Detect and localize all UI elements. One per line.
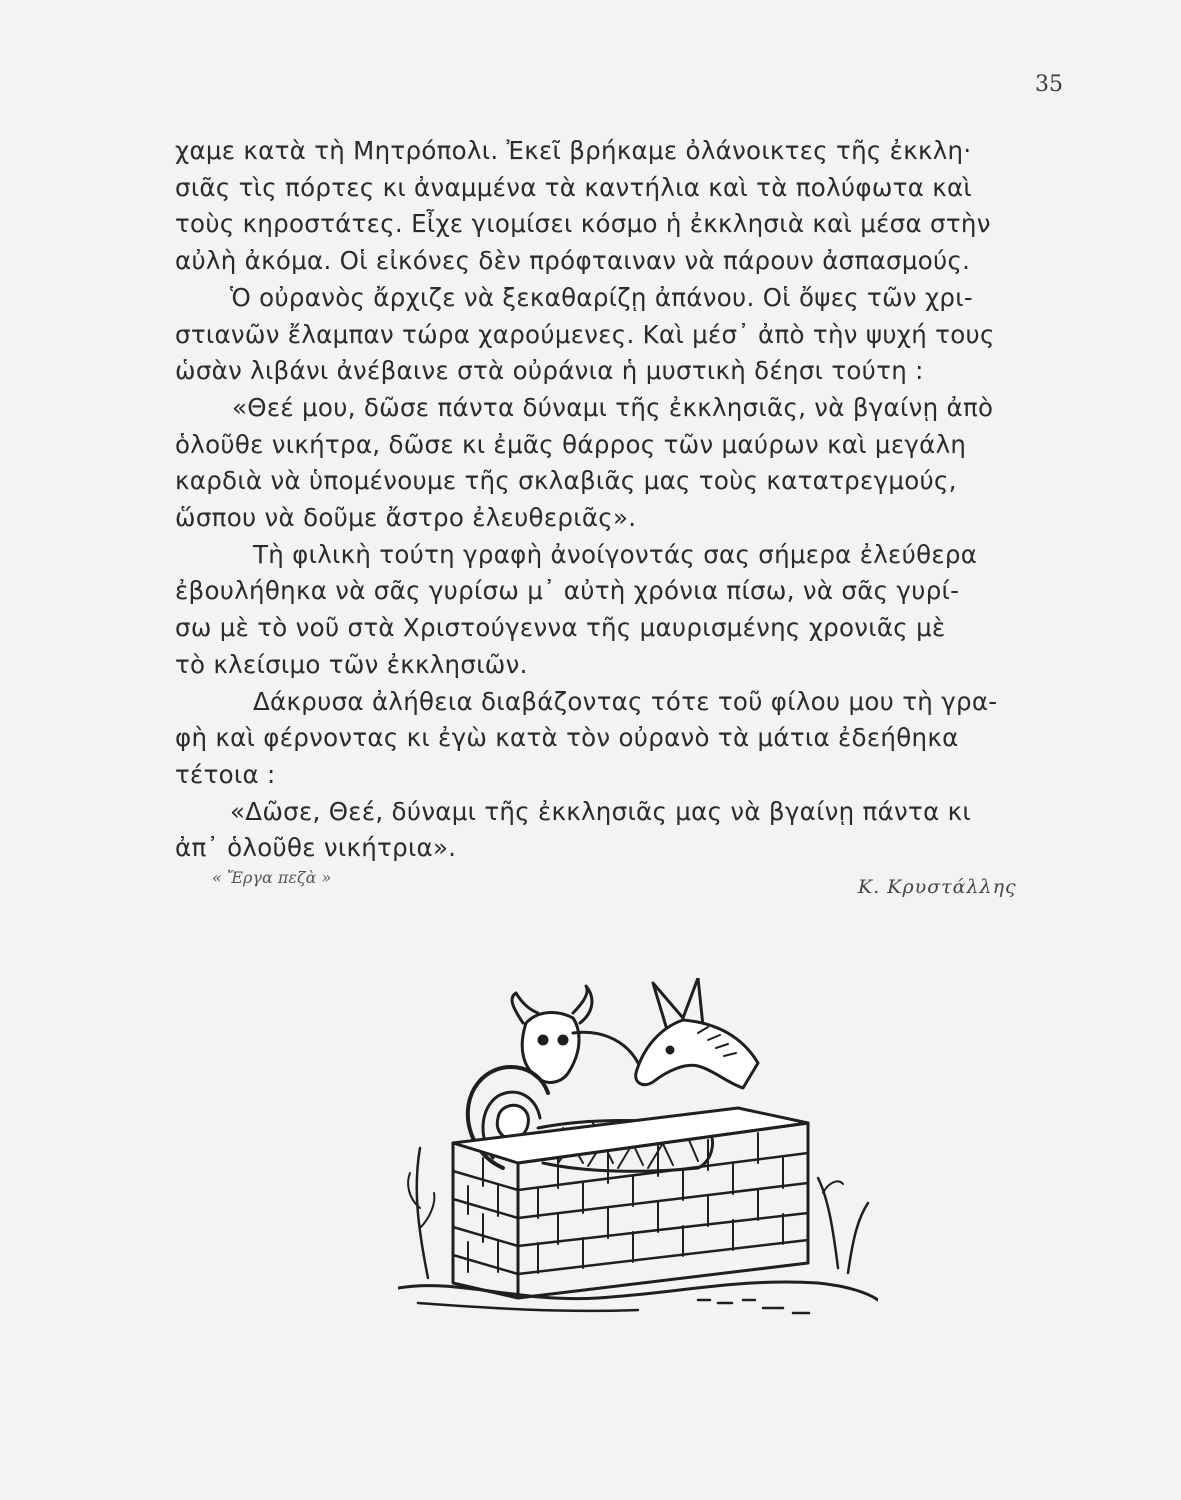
text-line: σιᾶς τὶς πόρτες κι ἀναμμένα τὰ καντήλια καὶ τὰ πολύφωτα καὶ	[175, 172, 973, 202]
text-line: ὁλοῦθε νικήτρα, δῶσε κι ἐμᾶς θάρρος τῶν μαύρων καὶ μεγάλη	[175, 429, 967, 459]
text-line: Τὴ φιλικὴ τούτη γραφὴ ἀνοίγοντάς σας σήμερα ἐλεύθερα	[253, 539, 978, 569]
text-line: ὥσπου νὰ δοῦμε ἄστρο ἐλευθεριᾶς».	[175, 503, 637, 533]
text-line: ἀπ᾽ ὁλοῦθε νικήτρια».	[175, 833, 457, 863]
text-line	[175, 133, 1060, 170]
text-line: ἐβουλήθηκα νὰ σᾶς γυρίσω μ᾽ αὐτὴ χρόνια πίσω, νὰ σᾶς γυρί-	[175, 576, 960, 606]
text-line: στιανῶν ἔλαμπαν τώρα χαρούμενες. Καὶ μέσ᾽ ἀπὸ τὴν ψυχή τους	[175, 319, 995, 349]
line-text: χαμε κατὰ τὴ Μητρόπολι. Ἐκεῖ βρήκαμε ὀλάνοικτες τῆς ἐκκλη·	[175, 136, 972, 165]
text-line: Δάκρυσα ἀλήθεια διαβάζοντας τότε τοῦ φίλου μου τὴ γρα-	[253, 686, 998, 716]
text-line: τέτοια :	[175, 759, 276, 789]
text-line: σω μὲ τὸ νοῦ στὰ Χριστούγεννα τῆς μαυρισμένης χρονιᾶς μὲ	[175, 613, 946, 643]
nativity-manger-woodcut-icon	[398, 978, 878, 1322]
source-citation: « Ἔργα πεζὰ »	[212, 868, 332, 887]
text-line: ὡσὰν λιβάνι ἀνέβαινε στὰ οὐράνια ἡ μυστικὴ δέησι τούτη :	[175, 356, 924, 386]
page-number: 35	[1035, 72, 1063, 97]
text-line: Ὁ οὐρανὸς ἄρχιζε νὰ ξεκαθαρίζῃ ἀπάνου. Οἱ ὄψες τῶν χρι-	[230, 282, 973, 312]
text-line: αὐλὴ ἀκόμα. Οἱ εἰκόνες δὲν πρόφταιναν νὰ πάρουν ἀσπασμούς.	[175, 246, 971, 276]
text-line: τοὺς κηροστάτες. Εἶχε γιομίσει κόσμο ἡ ἐκκλησιὰ καὶ μέσα στὴν	[175, 209, 991, 239]
text-line: φὴ καὶ φέρνοντας κι ἐγὼ κατὰ τὸν οὐρανὸ τὰ μάτια ἐδεήθηκα	[175, 723, 959, 753]
author-signature: Κ. Κρυστάλλης	[858, 876, 1017, 898]
text-line: «Θεέ μου, δῶσε πάντα δύναμι τῆς ἐκκλησιᾶς, νὰ βγαίνῃ ἀπὸ	[232, 392, 994, 422]
text-line: καρδιὰ νὰ ὑπομένουμε τῆς σκλαβιᾶς μας τοὺς κατατρεγμούς,	[175, 466, 957, 496]
text-line: «Δῶσε, Θεέ, δύναμι τῆς ἐκκλησιᾶς μας νὰ βγαίνῃ πάντα κι	[230, 796, 971, 826]
text-line: τὸ κλείσιμο τῶν ἐκκλησιῶν.	[175, 649, 528, 679]
body-text	[175, 133, 1060, 867]
